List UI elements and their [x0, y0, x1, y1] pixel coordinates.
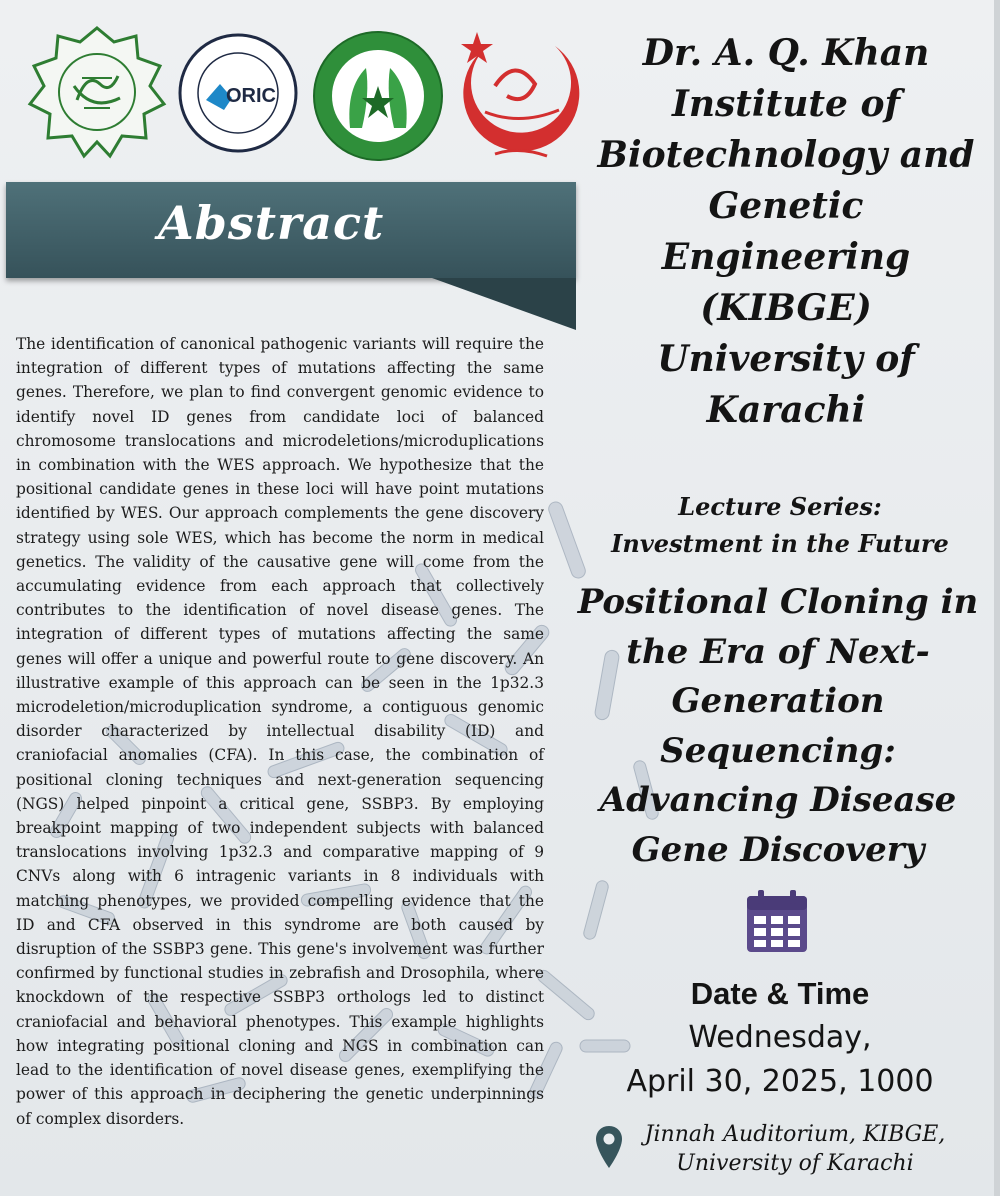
- lecture-series-label: Lecture Series:: [678, 492, 882, 521]
- lecture-title: Positional Cloning in the Era of Next-Generation Sequencing: Advancing Disease Gene Discovery: [577, 582, 979, 870]
- university-of-karachi-crescent-logo-icon: [455, 26, 585, 172]
- abstract-body: The identification of canonical pathogenic variants will require the integration of different types of mutations affecting the same genes. Therefore, we plan to find convergent genomic evidence to identify novel ID genes from candidate loci of balanced chromosome translocations and microdeletions/microduplications in combination with the WES approach. We hypothesize that the positional candidate genes in these loci will have point mutations identified by WES. Our approach complements the gene discovery strategy using sole WES, which has become the norm in medical genetics. The validity of the causative gene will come from the accumulating evidence from each approach that collectively contributes to the identification of novel disease genes. The integration of different types of mutations affecting the same genes will offer a unique and powerful route to gene discovery. An illustrative example of this approach can be seen in the 1p32.3 microdeletion/microduplication syndrome, a contiguous genomic disorder characterized by intellectual disability (ID) and craniofacial anomalies (CFA). In this case, the combination of positional cloning techniques and next-generation sequencing (NGS) helped pinpoint a critical gene, SSBP3. By employing breakpoint mapping of two independent subjects with balanced translocations involving 1p32.3 and comparative mapping of 9 CNVs along with 6 intragenic variants in 8 individuals with matching phenotypes, we provided compelling evidence that the ID and CFA observed in this syndrome are both caused by disruption of the SSBP3 gene. This gene's involvement was further confirmed by functional studies in zebrafish and Drosophila, where knockdown of the respective SSBP3 orthologs led to distinct craniofacial and behavioral phenotypes. This example highlights how integrating positional cloning and NGS in combination can lead to the identification of novel disease genes, exemplifying the power of this approach in deciphering the genetic underpinnings of complex disorders.: [16, 335, 544, 1128]
- institute-block: [575, 28, 985, 436]
- lecture-series-name: Investment in the Future: [611, 529, 949, 558]
- oric-seal-icon: [176, 28, 300, 158]
- date-time-label: Date & Time: [690, 976, 870, 1011]
- owsd-pakistan-chapter-seal-icon: [310, 28, 446, 164]
- calendar-icon: [744, 888, 810, 954]
- location-pin-icon: [594, 1124, 624, 1170]
- abstract-banner-fold: [432, 278, 576, 330]
- lecture-series: [575, 488, 985, 562]
- kibge-calligraphy-seal-icon: [22, 22, 172, 162]
- event-day: Wednesday,: [688, 1020, 872, 1055]
- institute-name: Dr. A. Q. Khan Institute of Biotechnology and Genetic Engineering (KIBGE) University of Karachi: [597, 32, 975, 431]
- venue-line-2: University of Karachi: [676, 1151, 914, 1176]
- venue-line-1: Jinnah Auditorium, KIBGE,: [644, 1122, 946, 1147]
- abstract-heading: Abstract: [158, 196, 385, 250]
- venue: [630, 1120, 960, 1178]
- event-date: April 30, 2025, 1000: [626, 1064, 934, 1099]
- svg-text:ORIC: ORIC: [226, 85, 276, 107]
